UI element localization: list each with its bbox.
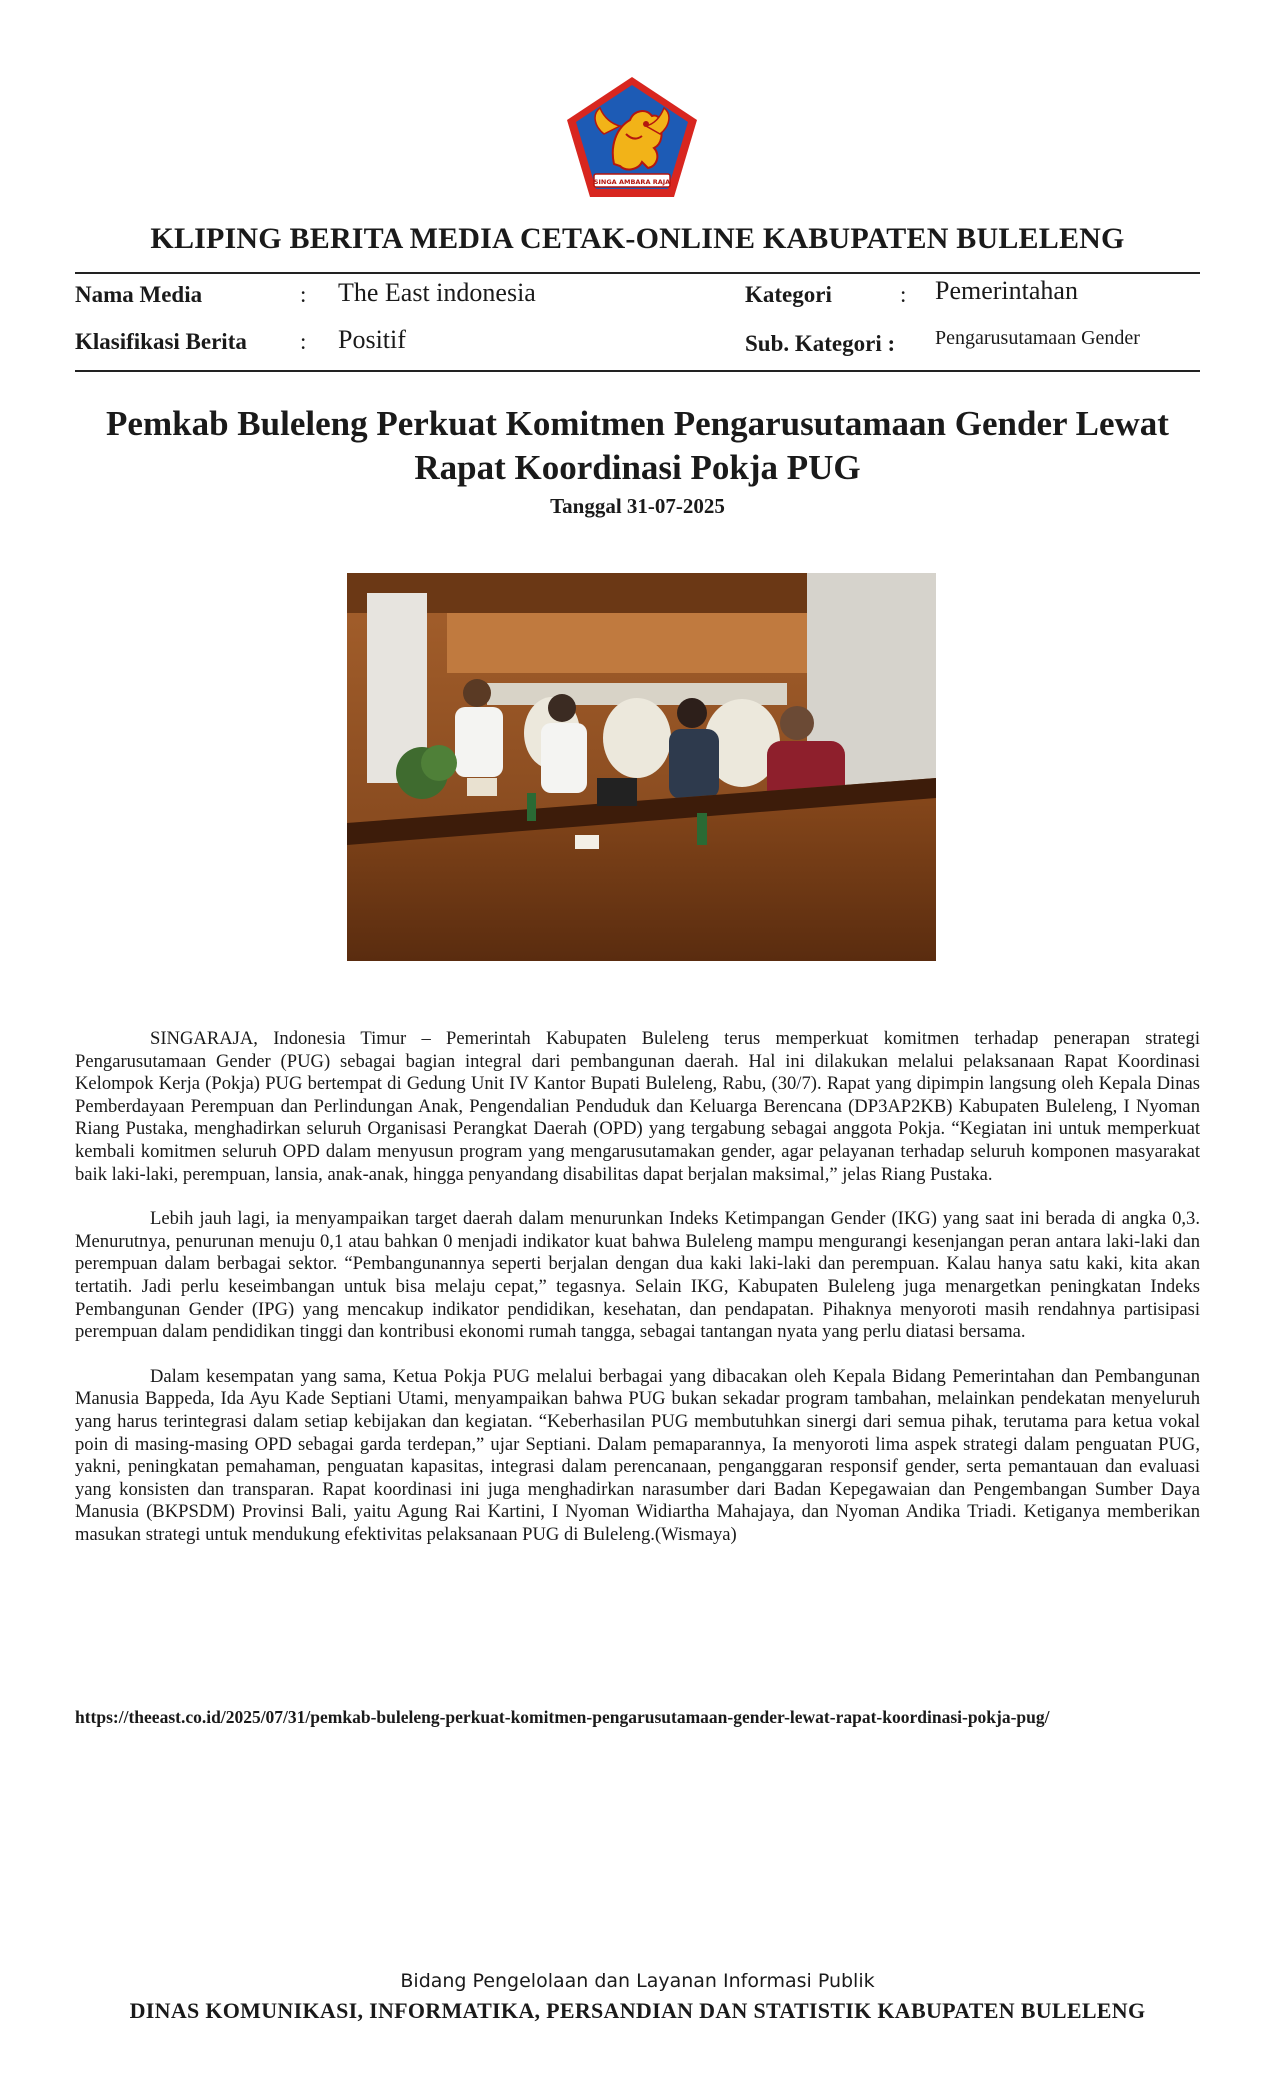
media-colon: : <box>300 282 307 307</box>
classification-colon: : <box>300 329 307 354</box>
article-date: Tanggal 31-07-2025 <box>550 494 725 518</box>
article-headline: Pemkab Buleleng Perkuat Komitmen Pengarusutamaan Gender Lewat Rapat Koordinasi Pokja PUG <box>106 404 1169 487</box>
classification-label: Klasifikasi Berita <box>75 329 247 354</box>
category-value: Pemerintahan <box>935 276 1078 305</box>
article-paragraph-2: Lebih jauh lagi, ia menyampaikan target daerah dalam menurunkan Indeks Ketimpangan Gender (IKG) yang saat ini berada di angka 0,3. Menurutnya, penurunan menuju 0,1 atau bahkan 0 menjadi indikator kuat bahwa Buleleng mampu mengurangi kesenjangan peran antara laki-laki dan perempuan dalam berbagai sektor. “Pembangunannya seperti berjalan dengan dua kaki laki-laki dan perempuan. Kalau hanya satu kaki, kita akan tertatih. Jadi perlu keseimbangan untuk bisa melaju cepat,” tegasnya. Selain IKG, Kabupaten Buleleng juga menargetkan peningkatan Indeks Pembangunan Gender (IPG) yang mencakup indikator pendidikan, kesehatan, dan pendapatan. Pihaknya menyoroti masih rendahnya partisipasi perempuan dalam pendidikan tinggi dan kontribusi ekonomi rumah tangga, sebagai tantangan nyata yang perlu diatasi bersama. <box>75 1208 1200 1343</box>
article-paragraph-1: SINGARAJA, Indonesia Timur – Pemerintah Kabupaten Buleleng terus memperkuat komitmen terhadap penerapan strategi Pengarusutamaan Gender (PUG) sebagai bagian integral dari pembangunan daerah. Hal ini dilakukan melalui pelaksanaan Rapat Koordinasi Kelompok Kerja (Pokja) PUG bertempat di Gedung Unit IV Kantor Bupati Buleleng, Rabu, (30/7). Rapat yang dipimpin langsung oleh Kepala Dinas Pemberdayaan Perempuan dan Perlindungan Anak, Pengendalian Penduduk dan Keluarga Berencana (DP3AP2KB) Kabupaten Buleleng, I Nyoman Riang Pustaka, menghadirkan seluruh Organisasi Perangkat Daerah (OPD) yang tergabung sebagai anggota Pokja. “Kegiatan ini untuk memperkuat kembali komitmen seluruh OPD dalam menyusun program yang mengarusutamakan gender, agar pelayanan terhadap seluruh komponen masyarakat baik laki-laki, perempuan, lansia, anak-anak, hingga penyandang disabilitas dapat berjalan maksimal,” jelas Riang Pustaka. <box>75 1028 1200 1185</box>
emblem-motto: SINGA AMBARA RAJA <box>593 178 671 186</box>
source-link[interactable]: https://theeast.co.id/2025/07/31/pemkab-buleleng-perkuat-komitmen-pengarusutamaan-gender-lewat-rapat-koordinasi-pokja-pug/ <box>75 1707 1050 1727</box>
category-label: Kategori <box>745 282 832 307</box>
subcategory-value: Pengarusutamaan Gender <box>935 327 1140 349</box>
meta-block <box>0 0 1275 380</box>
footer-subtitle: Bidang Pengelolaan dan Layanan Informasi Publik <box>400 1970 875 1992</box>
category-colon: : <box>900 282 907 307</box>
clipping-title: KLIPING BERITA MEDIA CETAK-ONLINE KABUPATEN BULELENG <box>150 222 1125 255</box>
footer-agency: DINAS KOMUNIKASI, INFORMATIKA, PERSANDIAN DAN STATISTIK KABUPATEN BULELENG <box>129 1998 1146 2023</box>
meeting-photo-icon <box>347 573 936 961</box>
article-paragraph-3: Dalam kesempatan yang sama, Ketua Pokja PUG melalui berbagai yang dibacakan oleh Kepala Bidang Pemerintahan dan Pembangunan Manusia Bappeda, Ida Ayu Kade Septiani Utami, menyampaikan bahwa PUG bukan sekadar program tambahan, melainkan pendekatan menyeluruh yang harus terintegrasi dalam setiap kebijakan dan kegiatan. “Keberhasilan PUG membutuhkan sinergi dari semua pihak, terutama para ketua vokal poin di masing-masing OPD sebagai garda terdepan,” ujar Septiani. Dalam pemaparannya, Ia menyoroti lima aspek strategi dalam penguatan PUG, yakni, peningkatan pemahaman, penguatan kapasitas, integrasi dalam perencanaan, penganggaran responsif gender, serta pemantauan dan evaluasi yang konsisten dan transparan. Rapat koordinasi ini juga menghadirkan narasumber dari Badan Kepegawaian dan Pengembangan Sumber Daya Manusia (BKPSDM) Provinsi Bali, yaitu Agung Rai Kartini, I Nyoman Widiartha Mahajaya, dan Nyoman Andika Triadi. Ketiganya memberikan masukan strategi untuk mendukung efektivitas pelaksanaan PUG di Buleleng.(Wismaya) <box>75 1365 1200 1545</box>
bottom-divider <box>75 370 1200 372</box>
media-label: Nama Media <box>75 282 203 307</box>
subcategory-label: Sub. Kategori : <box>745 331 896 356</box>
article-body <box>75 1028 1200 1568</box>
classification-value: Positif <box>338 325 406 354</box>
media-value: The East indonesia <box>338 278 536 307</box>
